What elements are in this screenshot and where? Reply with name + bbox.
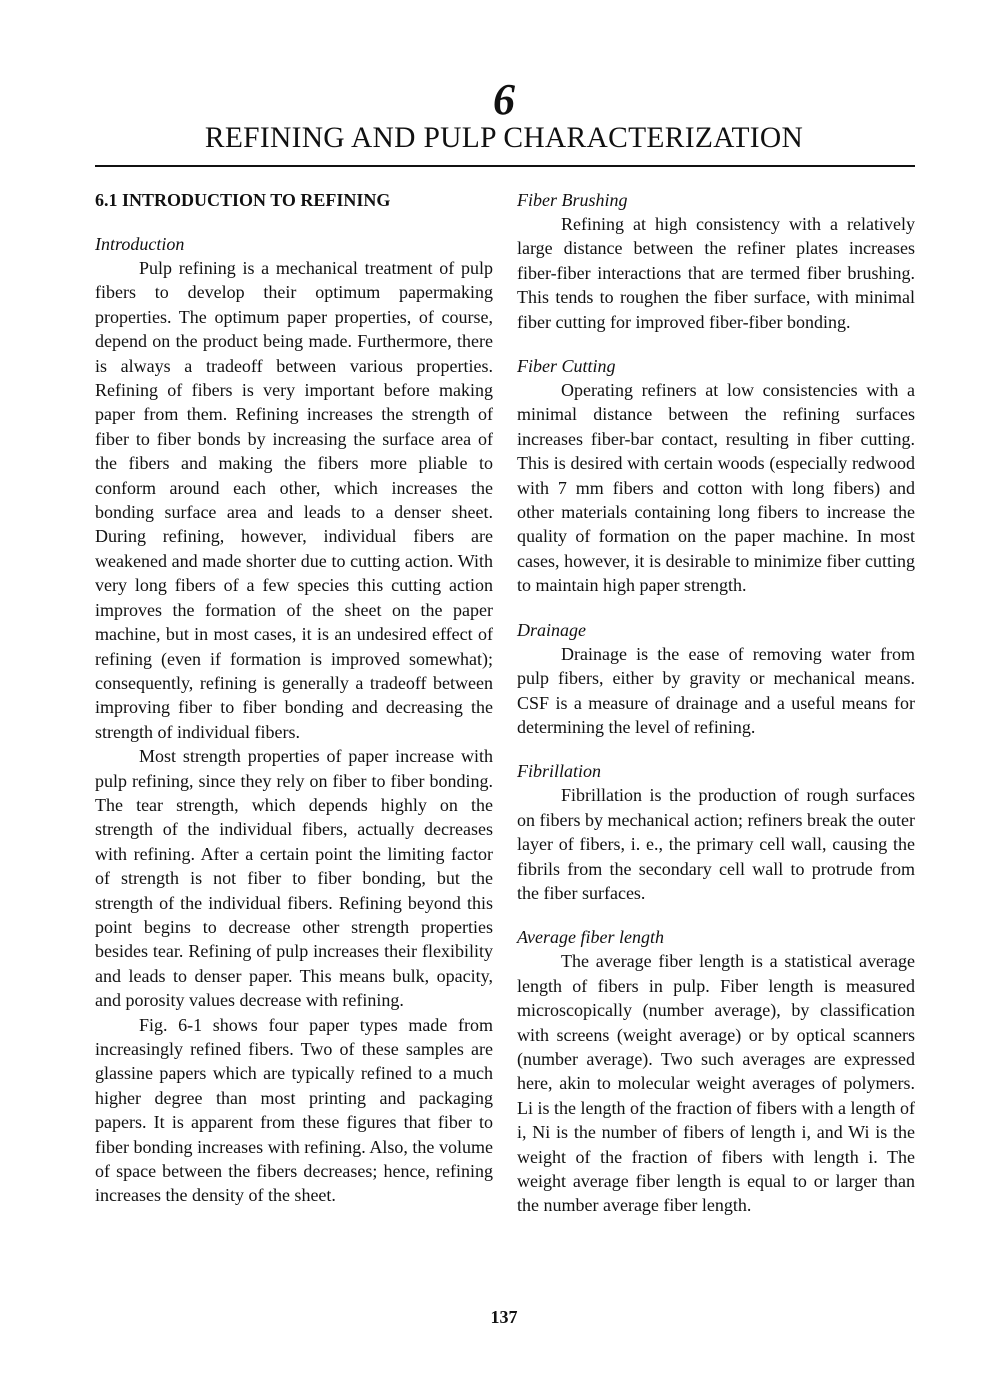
chapter-title: REFINING AND PULP CHARACTERIZATION [204, 122, 804, 154]
section-heading: 6.1 INTRODUCTION TO REFINING [95, 190, 391, 210]
left-column [95, 188, 493, 1208]
subheading-drainage: Drainage [517, 619, 586, 640]
paragraph: Pulp refining is a mechanical treatment of pulp fibers to develop their optimum papermaking properties. The optimum paper properties, of course, depend on the product being made. Furthermore, there is always a tradeoff between various properties. Refining of fibers is very important before making paper from them. Refining increases the strength of fiber to fiber bonds by increasing the surface area of the fibers and making the fibers more pliable to conform around each other, which increases the bonding surface area and leads to a denser sheet. During refining, however, individual fibers are weakened and made shorter due to cutting action. With very long fibers of a few species this cutting action improves the formation of the sheet on the paper machine, but in most cases, it is an undesired effect of refining (even if formation is improved somewhat); consequently, refining is generally a tradeoff between improving fiber to fiber bonding and decreasing the strength of individual fibers. [95, 258, 493, 742]
subheading-fibrillation: Fibrillation [517, 761, 602, 782]
right-column [517, 188, 915, 1218]
paragraph: Operating refiners at low consistencies with a minimal distance between the refining surfaces increases fiber-bar contact, resulting in fiber cutting. This is desired with certain woods (especially redwood with 7 mm fibers and cotton with long fibers) and other materials containing long fibers to increase the quality of formation on the paper machine. In most cases, however, it is desirable to minimize fiber cutting to maintain high paper strength. [517, 380, 915, 596]
paragraph: Refining at high consistency with a relatively large distance between the refiner plates increases fiber-fiber interactions that are termed fiber brushing. This tends to roughen the fiber surface, with minimal fiber cutting for improved fiber-fiber bonding. [517, 214, 915, 332]
paragraph: Drainage is the ease of removing water from pulp fibers, either by gravity or mechanical means. CSF is a measure of drainage and a useful means for determining the level of refining. [517, 643, 915, 737]
paragraph: Most strength properties of paper increase with pulp refining, since they rely on fiber to fiber bonding. The tear strength, which depends highly on the strength of the individual fibers, actually decreases with refining. After a certain point the limiting factor of strength is not fiber to fiber bonding, but the strength of the individual fibers. Refining beyond this point begins to decrease other strength properties besides tear. Refining of pulp increases their flexibility and leads to denser paper. This means bulk, opacity, and porosity values decrease with refining. [95, 746, 493, 1011]
subheading-introduction: Introduction [95, 234, 185, 254]
subheading-fiber-cutting: Fiber Cutting [517, 356, 616, 377]
page-number: 137 [490, 1307, 518, 1327]
chapter-number: 6 [493, 75, 515, 124]
title-rule [95, 165, 915, 167]
paragraph: Fibrillation is the production of rough surfaces on fibers by mechanical action; refiners break the outer layer of fibers, i. e., the primary cell wall, causing the fibrils from the secondary cell wall to protrude from the fiber surfaces. [517, 785, 915, 903]
paragraph: The average fiber length is a statistical average length of fibers in pulp. Fiber length is measured microscopically (number average), by classification with screens (weight average) or by optical scanners (number average). Two such averages are expressed here, akin to molecular weight averages of polymers. Li is the length of the fraction of fibers with a length of i, Ni is the number of fibers of length i, and Wi is the weight of the fraction of fibers with length i. The weight average fiber length is equal to or larger than the number average fiber length. [517, 951, 915, 1216]
subheading-average-fiber-length: Average fiber length [517, 927, 664, 948]
paragraph: Fig. 6-1 shows four paper types made from increasingly refined fibers. Two of these samples are glassine papers which are typically refined to a much higher degree than most printing and packaging papers. It is apparent from these figures that fiber to fiber bonding increases with refining. Also, the volume of space between the fibers decreases; hence, refining increases the density of the sheet. [95, 1014, 493, 1206]
subheading-fiber-brushing: Fiber Brushing [517, 190, 628, 210]
